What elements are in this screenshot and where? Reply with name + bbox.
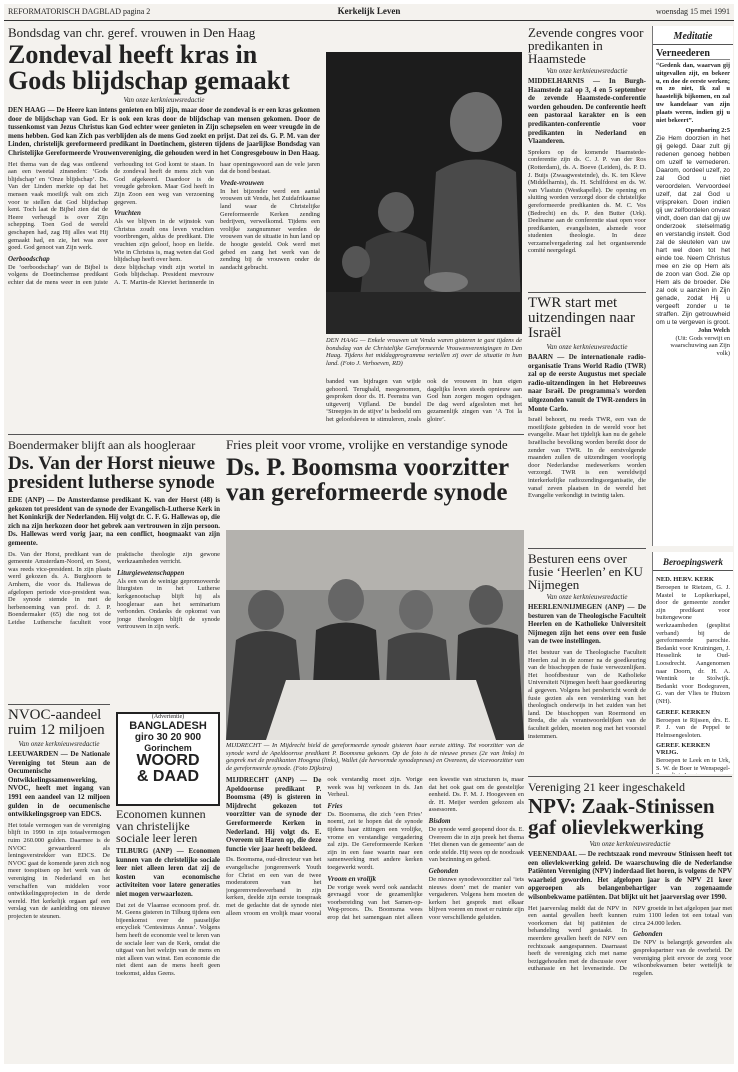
article-subheading: Vrede-vrouwen	[220, 178, 264, 187]
article-headline: Ds. Van der Horst nieuwe president lutherse synode	[8, 453, 216, 493]
masthead-left: REFORMATORISCH DAGBLAD pagina 2	[8, 7, 151, 16]
advertisement-woord-en-daad[interactable]	[116, 712, 220, 806]
beroepingswerk-label: Beroepingswerk	[662, 557, 723, 567]
article-subheading: Liturgiewetenschappen	[117, 568, 185, 577]
ad-logo-daad: & DAAD	[136, 768, 200, 785]
photo-synode	[226, 530, 524, 740]
article-kicker: Fries pleit voor vrome, vrolijke en verstandige synode	[226, 438, 508, 452]
article-lead: VEENENDAAL — De rechtszaak rond mevrouw Stinissen heeft tot een olievlekwerking geleid. De waarschuwing die de Nederlandse Patiënten Vereniging (NPV) inderdaad liet horen, is volgens de NPV waarheid geworden. Het afgelopen jaar is de NPV 21 keer opgeroepen als belangenbehartiger van zogenaamde wilsonbekwame patiënten. Dat blijkt uit het jaarverslag over 1990.	[528, 850, 732, 901]
ad-line2: giro 30 20 900	[134, 732, 202, 743]
article-subheading: Gebonden	[633, 930, 663, 939]
masthead	[4, 4, 734, 21]
article-body: Het totale vermogen van de vereniging blijft in 1990 in zijn totaalvermogen ruim 260.000 gulden. Daarmee is de NVOC gewaardeerd als leningsverstrekker van EDCS. De NVOC gaat de komende jaren zich nog meer toespitsen op het werk van de vereniging in Nederland en het verschaffen van middelen voor ontwikkelingsprojecten in de derde wereld. Het kerkelijk orgaan gaf een verslag van de aanleiding om nieuwe projecten te steunen.	[8, 821, 110, 920]
article-subheading: Bisdom	[428, 816, 451, 825]
masthead-date: woensdag 15 mei 1991	[656, 7, 730, 16]
article-body: Het thema van de dag was ontleend aan een tweetal zinsneden: ‘Gods blijdschap’ en ‘Onze blijdschap’. Ds. Van der Linden merkte op dat het mensen vaak moeilijk valt om zich voor te stellen dat God blijdschap kent. Toch laat de Bijbel zien dat de Heere verheugd is over Zijn schepping. Toen God de wereld geschapen had, zag Hij alles wat Hij gemaakt had, en zie, het was zeer goed. God genoot van Zijn werk.	[8, 160, 108, 252]
article-lead: BAARN — De internationale radio-organisatie Trans World Radio (TWR) zal op de eerste Augustus met speciale radio-uitzendingen in het Hebreeuws naar Israël. De programma's worden uitgezonden vanuit de TWR-zenders in Monte Carlo.	[528, 353, 646, 413]
article-headline: Besturen eens over fusie ‘Heerlen’ en KU Nijmegen	[528, 551, 643, 592]
article-headline: TWR start met uitzendingen naar Israël	[528, 295, 636, 341]
caption-text: MIJDRECHT — In Mijdrecht hield de gereformeerde synode gisteren haar eerste zitting. Tot voorzitter van de synode werd de Apeldoornse predikant P. Boomsma gekozen. Op de foto is de nieuwe preses (2e van links) in gesprek met de predikanten Hoogma (links), Wallet (de hervormde synodepreses) en Overeem, de vicevoorzitter van de gereformeerde synode. (Foto Dijkstra)	[226, 742, 524, 772]
article-headline: Zevende congres voor predikanten in Haamstede	[528, 26, 644, 66]
article-boomsma-header	[226, 438, 524, 528]
photo-caption	[326, 337, 522, 377]
article-byline: Van onze kerknieuwsredactie	[589, 840, 671, 848]
article-lead: HEERLEN/NIJMEGEN (ANP) — De besturen van de Theologische Faculteit Heerlen en de Katholieke Universiteit Nijmegen zijn het eens over een fusie van de twee instellingen.	[528, 603, 646, 646]
meditatie-column	[652, 26, 733, 546]
article-body: Sprekers op de komende Haamstede-conferentie zijn ds. C. J. P. van der Ros (Rotterdam), ds. A. Boeve (Leiden), ds. P. D. J. Buijs (Zwaagwesteinde), ds. K. ten Kleve (Middelharnis), ds. H. Schilfdorst en ds. W. van Vlastuin (Westkapelle). De opening en sluiting worden verzorgd door de christelijke gereformeerde predikanten ds. M. C. Vos (Bedrecht) en ds. P. den Butter (Urk). Deelname aan de conferentie staat open voor predikanten, evangelisten, alsmede voor studenten theologie. In deze verzamelvergadering zal het organiserende comité neergelegd.	[528, 148, 646, 255]
article-van-der-horst	[8, 438, 220, 698]
article-body: De NPV is belangrijk geworden als gesprekspartner van de overheid. De vereniging pleit ervoor de zorg voor wilsonbekwamen beter wettelijk te regelen.	[633, 939, 732, 977]
church-heading: NED. HERV. KERK	[656, 576, 714, 583]
article-body: De synode werd geopend door ds. E. Overeem die in zijn preek het thema ‘Het dienen van de gemeente’ aan de orde stelde. Hij wees op de noodzaak van bezinning en gebed.	[428, 825, 524, 864]
meditatie-reference: Openbaring 2:5	[685, 127, 730, 135]
article-headline: Economen kunnen van christelijke sociale leer leren	[116, 808, 206, 845]
article-subheading: Fries	[327, 801, 343, 810]
article-headline: NVOC-aandeel ruim 12 miljoen	[8, 707, 105, 738]
church-text: Beroepen te Rijssen, drs. E. P. J. van de Peppel te Helmsengesloten.	[656, 716, 730, 739]
ad-line3: Gorinchem	[144, 743, 192, 753]
article-lead: MIJDRECHT (ANP) — De Apeldoornse predikant P. Boomsma (49) is gisteren in Mijdrecht gekozen tot voorzitter van de synode der Gereformeerde Kerken in Nederland. Hij volgt ds. E. Overeem uit Haren op, die deze functie vier jaar heeft bekleed.	[226, 776, 322, 853]
article-body: Israël behoort, nu reeds TWR, een van de moeilijkste gebieden in de wereld voor het evangelie. Maar het tijdelijk kan nu de gehele Israëlische bevolking worden bereikt door de zender van TWR. In de eerstvolgende maanden zullen de uitzendingen voorlopig door Nederlandse medewerkers worden verzorgd. TWR is een wereldwijd interkerkelijke radiozendingsorganisatie, die vanaf zeven plaatsen in de wereld het Evangelie verkondigt in twintig talen.	[528, 416, 646, 500]
article-nvoc	[8, 704, 110, 1060]
photo-venda-women	[326, 52, 522, 334]
meditatie-label: Meditatie	[673, 31, 713, 42]
article-haamstede	[528, 26, 646, 286]
article-body: Als we blijven in de wijnstok van Christus zoudt ons leven vruchten voortbrengen, aldus de predikant. Die vruchten zijn geloof, hoop en liefde. Wie in Christus is, mag weten dat God blijdschap heeft over hem.	[114, 218, 214, 264]
horizontal-rule	[8, 434, 524, 435]
article-subheading: Vruchten	[114, 209, 141, 218]
article-subheading: Oerboodschap	[8, 254, 50, 263]
church-heading: GEREF. KERKEN	[656, 708, 710, 716]
article-lead: TILBURG (ANP) — Economen kunnen van de christelijke sociale leer niet alleen leren dat zij de kosten van economische activiteiten voor latere generaties niet mogen verwaarlozen.	[116, 847, 220, 898]
article-zondeval-continued	[326, 378, 522, 430]
church-heading: GEREF. KERKEN VRIJG.	[656, 742, 710, 757]
article-lead: EDE (ANP) — De Amsterdamse predikant K. van der Horst (48) is gekozen tot president van de synode der Evangelisch-Lutherse Kerk in het Koninkrijk der Nederlanden. Hij volgt dr. C. F. G. Hallewas op, die zich na zijn herkozen door het gebrek aan vertrouwen in zijn persoon. Ds. Hallewas werd vorig jaar, na een conflict, hoogmaakt van zijn gemeente.	[8, 496, 220, 547]
ad-label: (Advertentie)	[151, 714, 185, 720]
church-text: Beroepen te Leek en te Urk, S. W. de Boer te Wenspegel-	[656, 757, 730, 772]
article-kicker: Boendermaker blijft aan als hoogleraar	[8, 438, 196, 452]
article-heerlen-nijmegen	[528, 548, 646, 772]
article-body: Ds. Van der Horst, predikant van de gemeente Amsterdam-Noord, en Soest, was reeds vice-president. In zijn plaats werd gekozen ds. A. Burghoorn te Arnhem, die voor ds. Hallewas de afgelopen periode vice-president was. De synode stemde in met de herbenoeming van prof. dr. J. P. Boendermaker (65) die nog tot de Leidse Luthersche faculteit voor praktische theologie zijn gewone werkzaamheden verricht.	[8, 550, 220, 626]
section-title: Kerkelijk Leven	[337, 6, 401, 16]
article-body: Dat zei de Vlaamse econoom prof. dr. M. Geens gisteren in Tilburg tijdens een bijeenkomst over de pauselijke encycliek ‘Centesimus Annus’. Volgens hem heeft de economie veel te leren van de sociale leer van de Kerk, omdat die uitgaat van het welzijn van de mens en niet alleen van winst. Een economie die niet dient aan de mens heeft geen toekomst, aldus Geens.	[116, 901, 220, 977]
photo-illustration	[226, 530, 524, 740]
article-zondeval	[8, 26, 320, 376]
article-twr	[528, 292, 646, 540]
article-byline: Van onze kerknieuwsredactie	[546, 593, 628, 601]
article-body: Het bestuur van de Theologische Faculteit Heerlen zal in de zomer na de goedkeuring van de bisschoppen de fusie verwezenlijken. Het hoofdbestuur van de Katholieke Universiteit Nijmegen heeft haar goedkeuring al gegeven. Volgens het persbericht wordt de fusie gezien als een versterking van het theologisch onderwijs in het zuiden van het land. De bisschoppen van Roermond en Breda, die als verantwoordelijken van de faculteit gelden, moeten nog met het voorstel instemmen.	[528, 648, 646, 740]
article-subheading: Vroom en vrolijk	[327, 874, 376, 883]
article-headline: Ds. P. Boomsma voorzitter van gereformeerde synode	[226, 454, 509, 506]
meditatie-quote: “Gedenk dan, waarvan gij uitgevallen zijt, en bekeer u, en doe de eerste werken; en zo niet, Ik zal u haastelijk bijkomen, en zal uw kandelaar van zijn plaats weren, indien gij u niet bekeert”.	[656, 62, 730, 124]
meditatie-signature-note: (Uit: Gods verwijt en waarschuwing aan Zijn volk)	[670, 334, 730, 357]
newspaper-page	[4, 4, 734, 1064]
beroepingswerk-column	[652, 552, 733, 774]
ad-line1: BANGLADESH	[129, 720, 207, 732]
article-lead: LEEUWARDEN — De Nationale Vereniging tot Steun aan de Oecumenische Ontwikkelingssamenwerking, NVOC, heeft met ingang van 1991 een aandeel van 12 miljoen gulden in de oecumenische ontwikkelingsgroep van EDCS.	[8, 750, 110, 819]
article-byline: Van onze kerknieuwsredactie	[546, 67, 628, 75]
article-kicker: Bondsdag van chr. geref. vrouwen in Den Haag	[8, 26, 256, 40]
photo-caption	[226, 742, 524, 774]
church-text: Beroepen te Rietzen, G. J. Mastel te Lopikerkapel, door de gemeente zonder zijn predikant voor buitengewone werkzaamheden (gesplitst verband) bij de gereformeerde parochie. Bedankt voor Kruiningen, J. Hesselink te Oud-Loosdrecht. Aangenomen naar Doorn, dr. H. A. Wentink te Stolwijk. Bedankt voor Bodegraven, G. van der Vlies te Huizen (NH).	[656, 584, 730, 705]
article-body: deze blijdschap vindt zijn wortel in Gods blijdschap. President mevrouw A. T. Martin-de Kieviet herinnerde in haar openingswoord aan de vele jaren dat de bond bestaat.	[114, 160, 320, 286]
meditatie-signature: John Welch	[697, 326, 730, 334]
article-body: Ds. Boomsma, die zich ‘een Fries’ noemt, zei te hopen dat de synode tijdens haar zittingen een vrolijke, vrome en verstandige vergadering zal zijn. De Gereformeerde Kerken zijn in een fase waarin naar een samenwerking met andere kerken toegewerkt wordt.	[327, 810, 423, 871]
article-byline: Van onze kerknieuwsredactie	[123, 96, 205, 104]
article-lead: DEN HAAG — De Heere kan intens genieten en blij zijn, maar door de zondeval is er een kras gekomen door de blijdschap van God. Er is ook een kras door de blijdschap van mensen gekomen. Door de tussenkomst van Jezus Christus kan God echter weer genieten in Zijn schepselen en weer vreugde in de mens hebben. God kan Zich pas verblijden als de mens God zoekt en prijst. Dat zei ds. G. P. M. van der Linden, christelijk gereformeerd predikant in Doetinchem, gisteren tijdens de jaarlijkse Bondsdag van Christelijke Gereformeerde Vrouwenvereniging, die gehouden werd in het Congresgebouw in Den Haag.	[8, 106, 320, 157]
article-byline: Van onze kerknieuwsredactie	[18, 740, 100, 748]
article-body: In het bijzonder werd een aantal vrouwen uit Venda, het Zuidafrikaanse land waar de Christelijke Gereformeerde Kerken zending bedrijven, verwelkomd. Tijdens een vrolijke zangnummer werden de vrouwen van de situatie in hun land op de hoogte gesteld. Ook werd met gebed en zang het werk van de zending bij de vrouwen onder de aandacht gebracht.	[220, 187, 320, 271]
article-body: De ‘oerboodschap’ van de Bijbel is volgens de Doetinchemse predikant echter dat de mens weer in een juiste verhouding tot God komt te staan. In de zondeval heeft de mens zich van God afgekeerd. Daardoor is de vreugde gebroken. Maar God heeft in Zijn Zoon een weg van verzoening gegeven.	[8, 160, 214, 286]
article-lead: MIDDELHARNIS — In Burgh-Haamstede zal op 3, 4 en 5 september de zevende Haamstede-conferentie worden gehouden. De conferentie heeft een pastoraal karakter en is een predikanten-conferentie voor predikanten in Nederland en Vlaanderen.	[528, 77, 646, 146]
article-kicker: Vereniging 21 keer ingeschakeld	[528, 780, 685, 794]
article-body: banded van bijdragen van wijde gehoord. Terughald, meegenomen, gesproken door ds. H. Feenstra van uitgeverij Vijfland. De bundel ‘Streepjes in de stijve’ is bedoeld om het geloofsleven te stimuleren, zoals ook de vrouwen in hun eigen dagelijks leven steeds opnieuw aan God hun zorgen mogen opdragen. De dag werd afgesloten met het gezamenlijk zingen van ‘A Toi la gloire’.	[326, 378, 522, 423]
photo-illustration	[326, 52, 522, 334]
article-body: Ds. Boomsma, oud-directeur van het evangelische jongerenwerk Youth for Christ en een van de twee moderatoren van het jongerenvredesverband in zijn kerken, deelde zijn eerste toespraak met de gedachte dat de synode niet alleen vroom en vrolijk maar vooral ook verstandig moet zijn. Vorige week was hij verkozen in ds. Jan Verheul.	[226, 776, 423, 917]
article-economen	[116, 808, 220, 1060]
article-headline: NPV: Zaak-Stinissen gaf olievlekwerking	[528, 794, 715, 839]
ad-logo-word: WOORD	[136, 752, 200, 769]
article-body: De vorige week werd ook aandacht gevraagd voor de gezamenlijke voorbereiding van het Samen-op-Weg-proces. Ds. Boomsma wees erop dat het samengaan niet alleen een kwestie van structuren is, maar dat het ook gaat om de geestelijke eenheid. Ds. F. M. J. Hoogeveen en dr. H. Meijer werden gekozen als assessoren.	[327, 776, 524, 921]
article-headline: Zondeval heeft kras in Gods blijdschap gemaakt	[8, 40, 290, 95]
meditatie-body: Zie Hem doorzien in het gij gelegd. Daar zult gij redenen genoeg hebben om uzelf te vernederen. Daarom, oordeel uzelf, zo zal God u niet veroordelen. Vervoordeel uzelf, dat zal God u vrijspreken. Doen indien gij uw zelfoordelen onvast vindt, doen dan dat gij uw onderzoek stelselmatig en verstandig instelt. God zal de sleutelen van uw hart wel doen tot het einde toe. Neem Christus mee en zie op Hem als de zoon van God. Zie op Hem als de broeder. Die zal ook u aanzien in Zijn genade, zodat Hij u vergeeft zonder u te straffen. Zijn getrouwheid om u te vergeven is groot.	[656, 134, 730, 326]
article-npv	[528, 776, 732, 1060]
article-boomsma-body	[226, 776, 524, 1060]
article-subheading: Gebonden	[428, 866, 459, 875]
article-body: Het jaarverslag meldt dat de NPV in een aantal gevallen heeft kunnen voorkomen dat bij patiënten de behandeling werd gestaakt. In meerdere gevallen heeft de NPV een rechtszaak aangespannen. Daarnaast heeft de vereniging zich met name beziggehouden met de discussie over euthanasie en het levenseinde. De NPV groeide in het afgelopen jaar met ruim 1100 leden tot een totaal van circa 24.000 leden.	[528, 904, 732, 973]
article-body: Als een van de weinige gepromoveerde liturgisten in het Lutherse kerkgenootschap blijft hij als hoogleraar aan het seminarium verbonden. Ondanks de opkomst van jonge theologen blijft de synode vertrouwen in zijn werk.	[117, 577, 220, 631]
meditatie-title: Verneederen	[656, 49, 730, 60]
article-byline: Van onze kerknieuwsredactie	[546, 343, 628, 351]
article-body: De nieuwe synodevoorzitter zal ‘iets nieuws doen’ met de manier van vergaderen. Volgens hem moeten de kerken het gesprek met elkaar blijven voeren en moet er ruimte zijn voor verschillende geluiden.	[428, 875, 524, 921]
caption-text: DEN HAAG — Enkele vrouwen uit Venda waren gisteren te gast tijdens de bondsdag van de Christelijke Gereformeerde Vrouwenverenigingen in Den Haag. Tijdens het middagprogramma vertellen zij over de situatie in hun land. (Foto J. Verhoeven, RD)	[326, 337, 522, 367]
